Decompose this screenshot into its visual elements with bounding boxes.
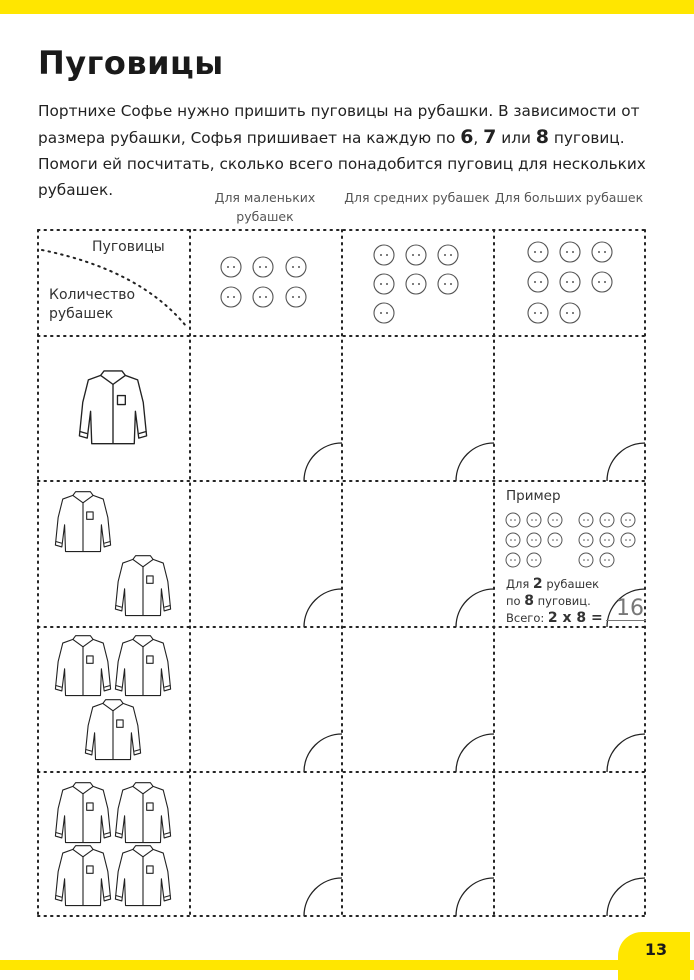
intro-number-7: 7 xyxy=(483,126,497,148)
example-buttons-sixteen xyxy=(506,513,635,567)
row-4-shirts xyxy=(55,783,170,906)
example-expression: 2 х 8 = xyxy=(547,610,603,626)
example-line-1-a: Для xyxy=(506,577,533,591)
intro-part-1: Портнихе Софье нужно пришить пуговицы на рубашки. В зависимости от размера рубашки, Софья пришивает на каждую по xyxy=(38,102,640,147)
example-text xyxy=(506,576,603,627)
row-1-shirts xyxy=(79,371,146,444)
example-line-3 xyxy=(506,610,603,627)
example-cell xyxy=(506,488,644,626)
column-label-large: Для больших рубашек xyxy=(494,190,644,205)
example-line-2-b: пуговиц. xyxy=(533,594,591,608)
example-line-2 xyxy=(506,593,603,610)
buttons-large-eight xyxy=(528,242,612,323)
example-line-3-a: Всего: xyxy=(506,611,548,625)
intro-separator-2: или xyxy=(496,129,536,147)
bottom-yellow-bar xyxy=(0,960,694,970)
example-shirt-count: 2 xyxy=(532,576,543,592)
intro-number-8: 8 xyxy=(535,126,550,148)
intro-number-6: 6 xyxy=(460,126,474,148)
example-answer: 16 xyxy=(616,596,644,621)
example-line-1 xyxy=(506,576,603,593)
example-answer-underline xyxy=(606,620,646,621)
column-label-small: Для маленьких рубашек xyxy=(214,190,316,224)
row-2-shirts xyxy=(55,492,170,616)
intro-separator-1: , xyxy=(473,129,484,147)
example-title: Пример xyxy=(506,488,561,504)
column-label-medium: Для средних рубашек xyxy=(344,190,490,205)
intro-part-2: пуговиц. Помоги ей посчитать, сколько всего понадобится пуговиц для нескольких рубашек. xyxy=(38,129,646,199)
page-title: Пуговицы xyxy=(38,44,224,82)
buttons-small-six xyxy=(221,257,306,307)
answer-corner-arcs xyxy=(304,443,645,916)
example-line-2-a: по xyxy=(506,594,525,608)
buttons-medium-seven xyxy=(374,245,458,323)
page-number: 13 xyxy=(618,932,690,980)
example-button-count: 8 xyxy=(524,593,534,609)
row-3-shirts xyxy=(55,636,170,760)
corner-label-buttons: Пуговицы xyxy=(92,239,165,255)
corner-label-shirt-count: Количество рубашек xyxy=(49,287,136,322)
example-line-1-b: рубашек xyxy=(542,577,600,591)
